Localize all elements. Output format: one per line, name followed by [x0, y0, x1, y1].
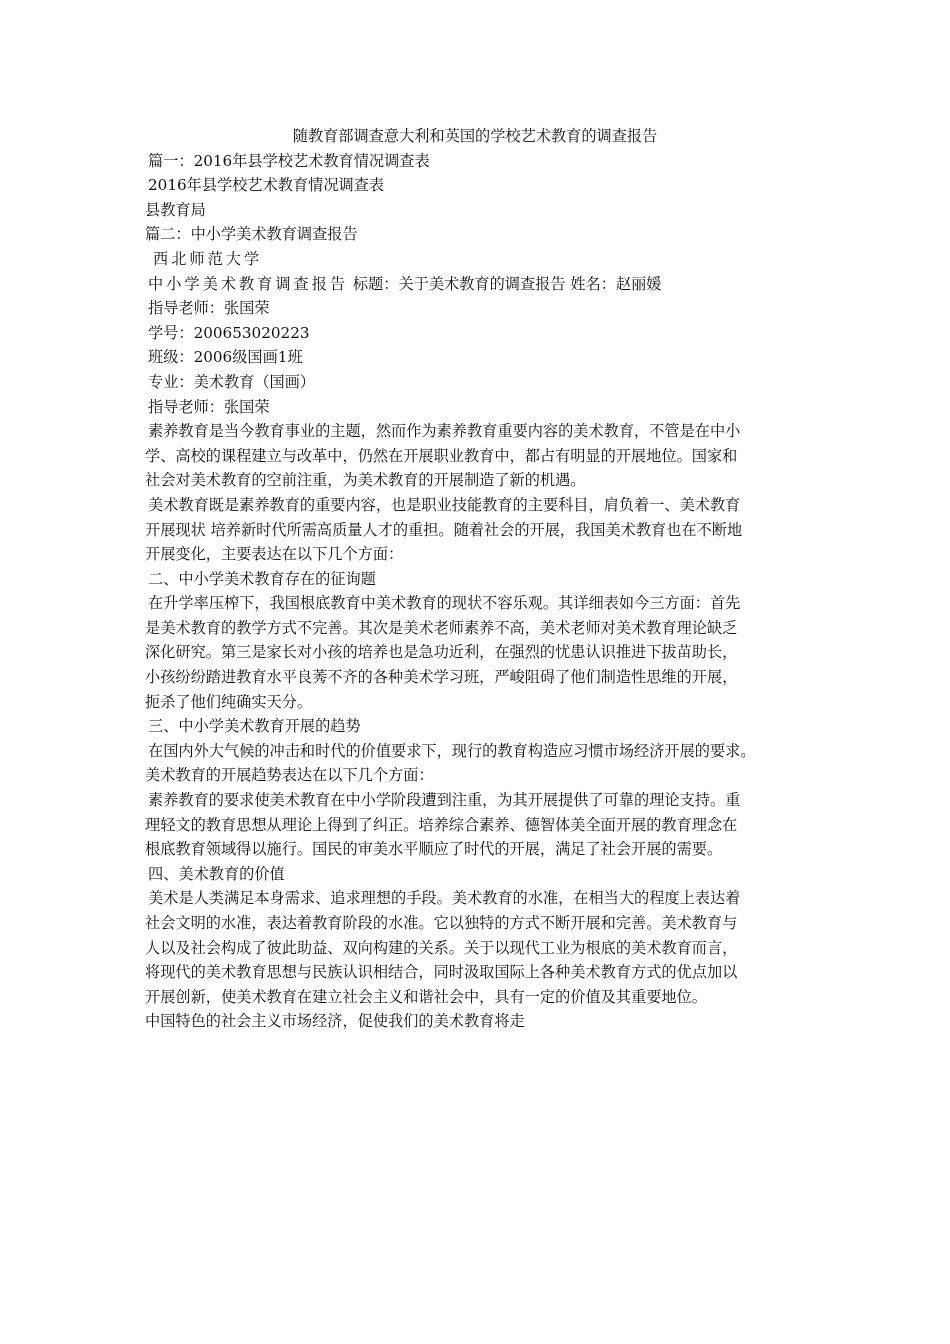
part1-heading: 篇一：2016年县学校艺术教育情况调查表 — [148, 151, 430, 170]
paragraph-line: 根底教育领域得以施行。国民的审美水平顺应了时代的开展，满足了社会开展的需要。 — [145, 840, 723, 859]
part1-org: 县教育局 — [145, 200, 206, 219]
paragraph-line: 社会对美术教育的空前注重，为美术教育的开展制造了新的机遇。 — [145, 471, 586, 490]
paragraph-line: 是美术教育的教学方式不完善。其次是美术老师素养不高，美术老师对美术教育理论缺乏 — [145, 618, 738, 637]
advisor-line-1: 指导老师：张国荣 — [148, 299, 270, 318]
paragraph-line: 在国内外大气候的冲击和时代的价值要求下，现行的教育构造应习惯市场经济开展的要求。 — [148, 741, 756, 760]
paragraph-line: 美术教育的开展趋势表达在以下几个方面： — [145, 766, 434, 785]
student-id-line: 学号：200653020223 — [148, 323, 310, 342]
paragraph-line: 美术教育既是素养教育的重要内容，也是职业技能教育的主要科目，肩负着一、美术教育 — [148, 495, 741, 514]
paragraph-line: 将现代的美术教育思想与民族认识相结合，同时汲取国际上各种美术教育方式的优点加以 — [145, 963, 738, 982]
report-label: 中小学美术教育调查报告 — [148, 274, 349, 293]
body-paragraph — [145, 862, 825, 887]
body-paragraph — [145, 567, 825, 592]
report-header-line — [145, 272, 825, 297]
report-title-line: 标题：关于美术教育的调查报告 姓名：赵丽媛 — [352, 274, 662, 293]
paragraph-line: 深化研究。第三是家长对小孩的培养也是急功近利，在强烈的忧患认识推进下拔苗助长， — [145, 643, 738, 662]
part1-subtitle: 2016年县学校艺术教育情况调查表 — [148, 176, 385, 195]
paragraph-line: 社会文明的水准，表达着教育阶段的水准。它以独特的方式不断开展和完善。美术教育与 — [145, 914, 738, 932]
paragraph-line: 扼杀了他们纯确实天分。 — [145, 692, 313, 711]
body-paragraph — [145, 886, 825, 1009]
paragraph-line: 素养教育的要求使美术教育在中小学阶段遭到注重，为其开展提供了可靠的理论支持。重 — [148, 791, 741, 810]
paragraph-line: 二、中小学美术教育存在的征询题 — [148, 569, 376, 588]
paragraph-line: 开展现状 培养新时代所需高质量人才的重担。随着社会的开展，我国美术教育也在不断地 — [145, 520, 743, 539]
part2-heading: 篇二：中小学美术教育调查报告 — [145, 225, 358, 244]
body-paragraph — [145, 493, 825, 567]
paragraph-line: 开展创新，使美术教育在建立社会主义和谐社会中，具有一定的价值及其重要地位。 — [145, 987, 707, 1006]
body-paragraph — [145, 419, 825, 493]
paragraph-line: 四、美术教育的价值 — [148, 864, 285, 883]
body-paragraph — [145, 788, 825, 862]
paragraph-line: 中国特色的社会主义市场经济，促使我们的美术教育将走 — [145, 1012, 525, 1031]
paragraph-line: 小孩纷纷踏进教育水平良莠不齐的各种美术学习班，严峻阻碍了他们制造性思维的开展， — [145, 668, 738, 687]
paragraph-line: 素养教育是当今教育事业的主题，然而作为素养教育重要内容的美术教育，不管是在中小 — [148, 422, 741, 441]
document-body — [145, 124, 825, 1034]
paragraph-line: 三、中小学美术教育开展的趋势 — [148, 717, 361, 736]
paragraph-line: 在升学率压榨下，我国根底教育中美术教育的现状不容乐观。其详细表如今三方面：首先 — [148, 594, 741, 613]
class-line: 班级：2006级国画1班 — [148, 348, 303, 367]
body-paragraph — [145, 714, 825, 739]
body-paragraph — [145, 739, 825, 788]
paragraph-line: 美术是人类满足本身需求、追求理想的手段。美术教育的水准，在相当大的程度上表达着 — [148, 889, 741, 908]
paragraph-line: 开展变化，主要表达在以下几个方面： — [145, 545, 404, 564]
advisor-line-2: 指导老师：张国荣 — [148, 397, 270, 416]
body-paragraphs — [145, 419, 825, 1034]
paragraph-line: 学、高校的课程建立与改革中，仍然在开展职业教育中，都占有明显的开展地位。国家和 — [145, 446, 738, 465]
university-name: 西北师范大学 — [153, 249, 263, 268]
document-title: 随教育部调查意大利和英国的学校艺术教育的调查报告 — [292, 127, 658, 145]
paragraph-line: 理轻文的教育思想从理论上得到了纠正。培养综合素养、德智体美全面开展的教育理念在 — [145, 815, 738, 834]
major-line: 专业：美术教育（国画） — [148, 372, 316, 391]
body-paragraph — [145, 1009, 825, 1034]
paragraph-line: 人以及社会构成了彼此助益、双向构建的关系。关于以现代工业为根底的美术教育而言， — [145, 938, 738, 957]
body-paragraph — [145, 591, 825, 714]
